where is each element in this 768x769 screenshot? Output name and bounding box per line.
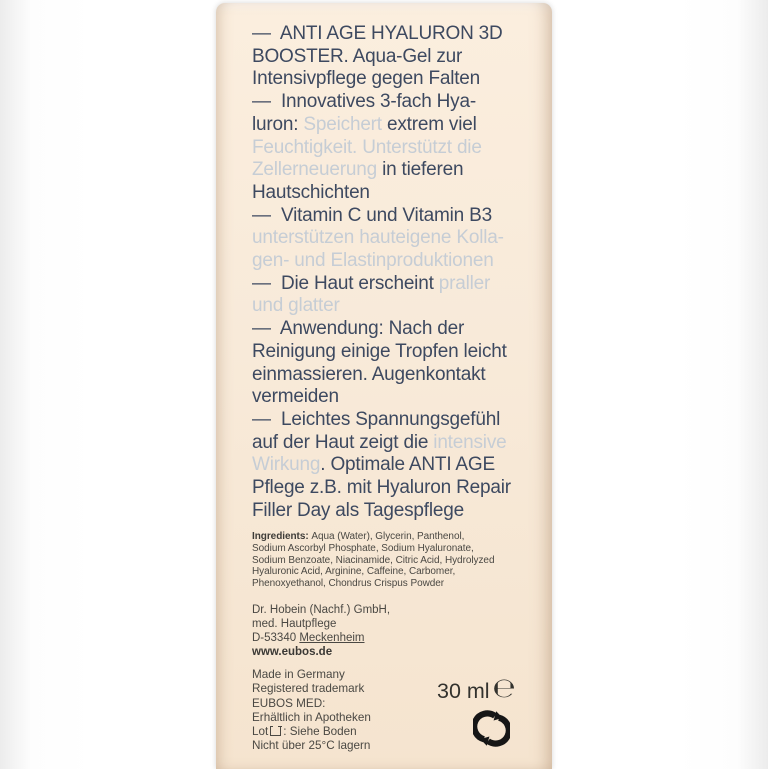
- text-line: [252, 341, 538, 364]
- text-segment: Made in Germany: [252, 668, 345, 681]
- text-line: [252, 205, 538, 228]
- text-segment: unterstützen hauteigene Kolla-: [252, 227, 504, 249]
- text-segment: Aqua (Water), Glycerin, Panthenol,: [311, 531, 465, 542]
- text-segment: vermeiden: [252, 386, 339, 408]
- text-segment: BOOSTER. Aqua-Gel zur: [252, 45, 463, 67]
- text-segment: Meckenheim: [299, 632, 365, 644]
- text-segment: — Innovatives 3-fach Hya-: [252, 91, 476, 113]
- text-line: [252, 566, 538, 578]
- text-line: [252, 182, 538, 205]
- text-line: [252, 137, 538, 160]
- text-line: [252, 682, 452, 696]
- text-segment: — Leichtes Spannungsgefühl: [252, 408, 501, 430]
- volume-value: 30 ml: [437, 679, 490, 703]
- text-segment: Dr. Hobein (Nachf.) GmbH,: [252, 604, 391, 616]
- text-segment: : Siehe Boden: [283, 725, 357, 739]
- text-segment: extrem viel: [386, 113, 477, 135]
- text-line: [252, 409, 538, 432]
- text-segment: luron:: [252, 113, 304, 135]
- text-segment: Sodium Benzoate, Niacinamide, Citric Acid, Hydrolyzed: [252, 554, 495, 566]
- text-segment: Ingredients:: [252, 531, 312, 542]
- text-line: [252, 617, 538, 631]
- text-segment: . Optimale ANTI AGE: [320, 454, 495, 476]
- text-line: [252, 454, 538, 477]
- text-segment: Intensivpflege gegen Falten: [252, 68, 481, 90]
- text-segment: gen- und Elastinproduktionen: [252, 250, 494, 272]
- text-line: [252, 432, 538, 455]
- text-segment: praller: [438, 272, 491, 294]
- text-segment: Registered trademark: [252, 682, 365, 696]
- text-line: [252, 711, 452, 725]
- text-segment: Phenoxyethanol, Chondrus Crispus Powder: [252, 578, 445, 590]
- text-segment: — Anwendung: Nach der: [252, 318, 465, 340]
- text-line: [252, 295, 538, 318]
- text-line: [252, 531, 538, 543]
- text-line: [252, 23, 538, 46]
- text-segment: Feuchtigkeit. Unterstützt die: [252, 136, 482, 158]
- text-line: [252, 739, 452, 753]
- estimated-sign: ℮: [492, 673, 516, 704]
- product-box-back-panel: [216, 3, 552, 769]
- text-segment: D-53340: [252, 632, 300, 644]
- text-line: [252, 386, 538, 409]
- text-line: [252, 578, 538, 590]
- text-segment: Reinigung einige Tropfen leicht: [252, 340, 507, 362]
- text-line: [252, 668, 452, 682]
- text-line: [252, 500, 538, 523]
- text-segment: — Die Haut erscheint: [252, 272, 439, 294]
- text-line: [252, 114, 538, 137]
- text-segment: und glatter: [252, 295, 340, 317]
- lot-box-icon: [270, 727, 281, 736]
- text-segment: auf der Haut zeigt die: [252, 431, 434, 453]
- text-line: [252, 697, 452, 711]
- text-line: [252, 645, 538, 659]
- text-line: [252, 318, 538, 341]
- text-segment: — Vitamin C und Vitamin B3: [252, 204, 492, 226]
- text-line: [252, 91, 538, 114]
- text-segment: — ANTI AGE HYALURON 3D: [252, 23, 503, 44]
- text-line: [252, 250, 538, 273]
- text-segment: Pflege z.B. mit Hyaluron Repair: [252, 477, 511, 499]
- text-segment: Lot: [252, 725, 269, 739]
- text-segment: Sodium Ascorbyl Phosphate, Sodium Hyaluronate,: [252, 542, 474, 554]
- text-segment: med. Hautpflege: [252, 618, 337, 630]
- ingredients-text: [252, 531, 538, 590]
- product-info-text: [252, 668, 452, 754]
- text-line: [252, 477, 538, 500]
- text-segment: Erhältlich in Apotheken: [252, 710, 371, 724]
- text-segment: www.eubos.de: [252, 646, 333, 658]
- text-line: [252, 725, 452, 739]
- text-line: [252, 555, 538, 567]
- text-segment: Nicht über 25°C lagern: [252, 739, 371, 753]
- text-line: [252, 46, 538, 69]
- green-point-recycling-icon: [473, 710, 510, 747]
- text-segment: Filler Day als Tagespflege: [252, 499, 465, 521]
- product-description-text: [252, 23, 538, 522]
- text-line: [252, 68, 538, 91]
- text-segment: intensive: [433, 431, 507, 453]
- text-segment: Speichert: [303, 113, 387, 135]
- text-segment: EUBOS MED:: [252, 696, 326, 710]
- volume-label: [437, 673, 516, 704]
- text-line: [252, 273, 538, 296]
- text-segment: Wirkung: [252, 454, 321, 476]
- text-segment: Zellerneuerung: [252, 159, 383, 181]
- text-segment: in tieferen: [382, 159, 464, 181]
- text-line: [252, 159, 538, 182]
- text-line: [252, 364, 538, 387]
- text-line: [252, 227, 538, 250]
- manufacturer-address: [252, 603, 538, 659]
- text-segment: einmassieren. Augenkontakt: [252, 363, 486, 385]
- text-line: [252, 603, 538, 617]
- text-line: [252, 543, 538, 555]
- text-line: [252, 631, 538, 645]
- text-segment: Hyaluronic Acid, Arginine, Caffeine, Carbomer,: [252, 566, 456, 578]
- text-segment: Hautschichten: [252, 181, 370, 203]
